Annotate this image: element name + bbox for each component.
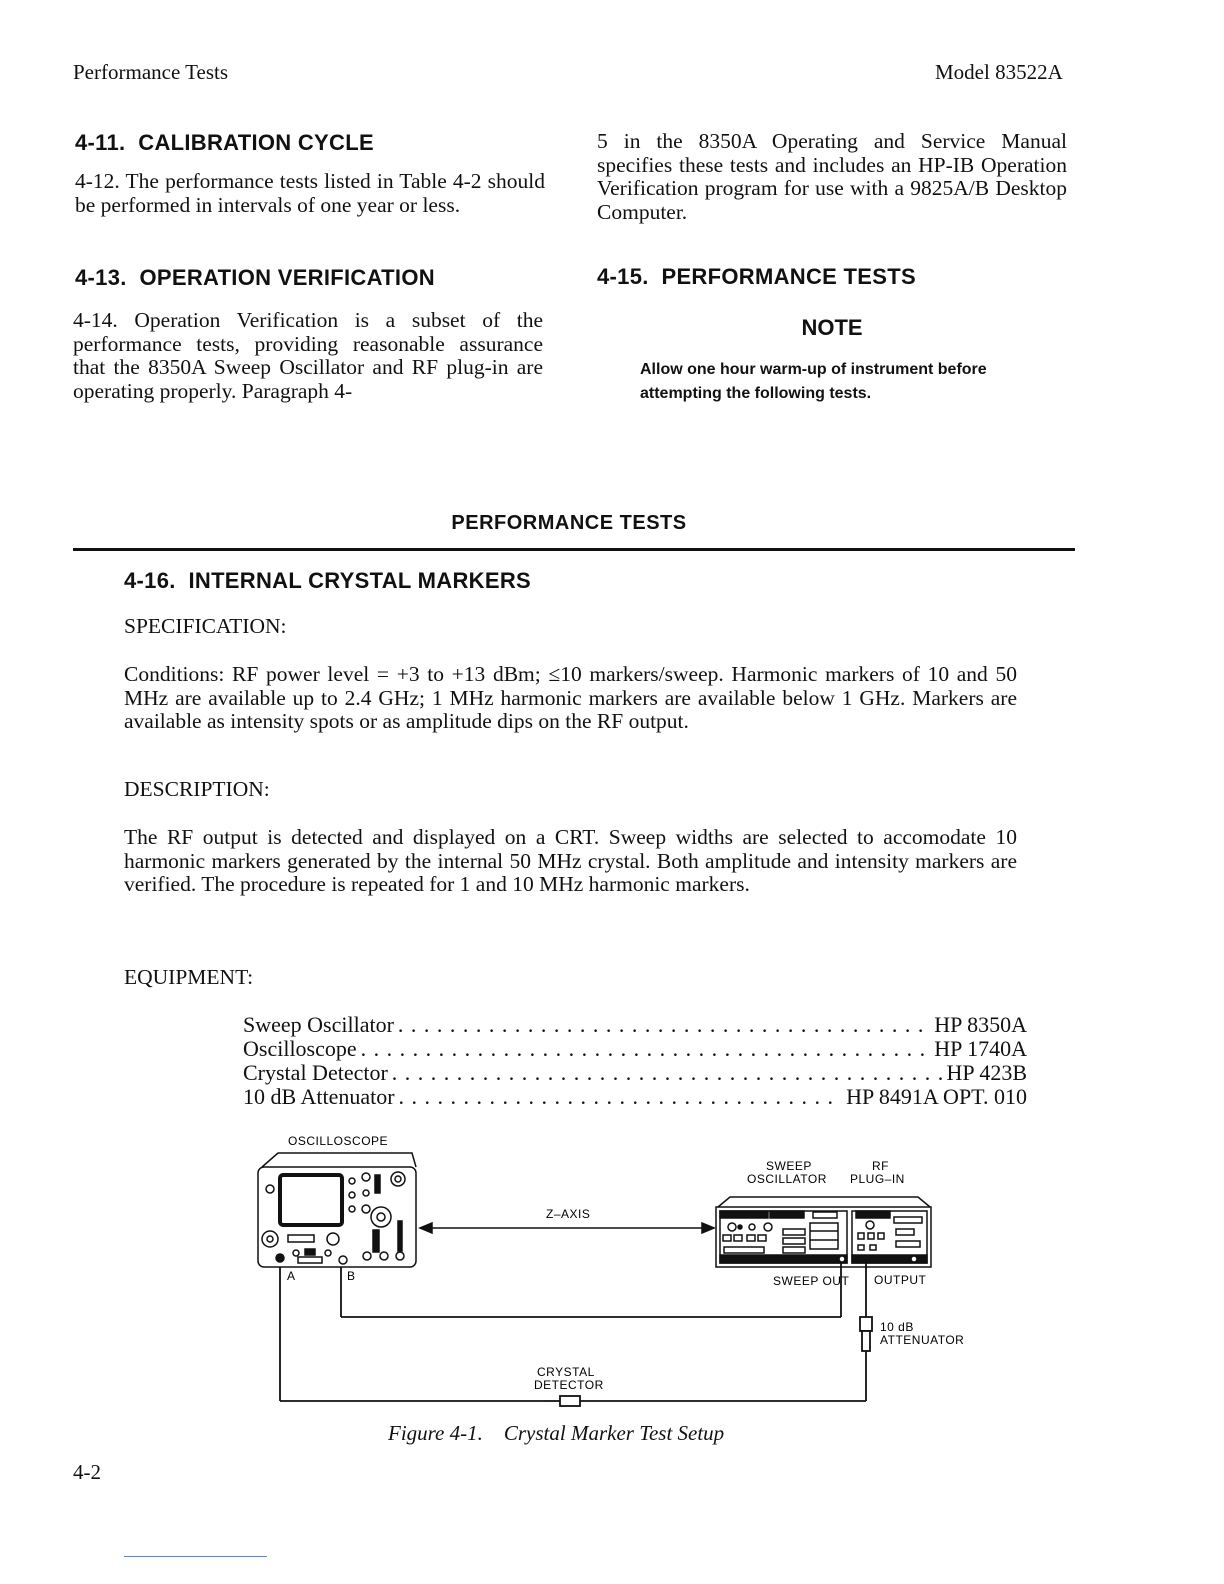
label-sweep: SWEEP <box>766 1159 812 1173</box>
label-detector: DETECTOR <box>534 1378 604 1392</box>
figure-caption <box>388 1421 724 1446</box>
paragraph-continuation: 5 in the 8350A Operating and Service Manual specifies these tests and includes an HP-IB Operation Verification program for use with a 9825A/B Desktop Computer. <box>597 129 1067 224</box>
label-output: OUTPUT <box>874 1273 927 1287</box>
section-title-4-15: 4-15. PERFORMANCE TESTS <box>597 264 916 289</box>
equipment-model: HP 8491A OPT. 010 <box>846 1084 1027 1109</box>
page-number: 4-2 <box>73 1460 101 1484</box>
label-input-a: A <box>287 1269 296 1283</box>
equipment-row <box>243 1084 1027 1108</box>
label-crystal: CRYSTAL <box>537 1365 595 1379</box>
running-header-right: Model 83522A <box>935 60 1063 84</box>
description-text: The RF output is detected and displayed on a CRT. Sweep widths are selected to accomodate 10 harmonic markers generated by the internal 50 MHz crystal. Both amplitude and intensity markers are verified. The procedure is repeated for 1 and 10 MHz harmonic markers. <box>124 825 1017 896</box>
test-title: 4-16. INTERNAL CRYSTAL MARKERS <box>124 568 531 593</box>
label-attenuator: ATTENUATOR <box>880 1333 965 1347</box>
footer-rule <box>124 1556 267 1557</box>
banner-rule <box>73 548 1075 551</box>
section-title-4-13: 4-13. OPERATION VERIFICATION <box>75 265 435 290</box>
note-title: NOTE <box>801 315 863 340</box>
label-z-axis: Z–AXIS <box>546 1207 591 1221</box>
oscilloscope-instrument <box>258 1153 416 1267</box>
label-sweep-out: SWEEP OUT <box>773 1274 850 1288</box>
z-axis-cable <box>420 1223 714 1233</box>
label-rf: RF <box>872 1159 889 1173</box>
paragraph-4-12: 4-12. The performance tests listed in Table 4-2 should be performed in intervals of one year or less. <box>75 169 545 217</box>
description-label: DESCRIPTION: <box>124 777 270 801</box>
equipment-row <box>243 1060 1027 1084</box>
equipment-model: HP 8350A <box>934 1012 1027 1037</box>
note-body: Allow one hour warm-up of instrument before attempting the following tests. <box>640 361 987 402</box>
sweep-out-cable <box>341 1263 841 1317</box>
label-10db: 10 dB <box>880 1320 914 1334</box>
banner-title: PERFORMANCE TESTS <box>451 512 687 534</box>
equipment-row <box>243 1012 1027 1036</box>
paragraph-4-14: 4-14. Operation Verification is a subset of the performance tests, providing reasonable assurance that the 8350A Sweep Oscillator and RF plug-in are operating properly. Paragraph 4- <box>73 308 543 403</box>
label-plug-in: PLUG–IN <box>850 1172 905 1186</box>
sweep-oscillator-instrument <box>716 1197 931 1267</box>
equipment-name: Crystal Detector <box>243 1060 388 1085</box>
label-oscilloscope: OSCILLOSCOPE <box>288 1134 389 1148</box>
figure-caption-number: Figure 4-1. <box>388 1421 483 1445</box>
equipment-name: Oscilloscope <box>243 1036 357 1061</box>
figure-crystal-marker-setup <box>240 1125 1000 1415</box>
section-title-4-11: 4-11. CALIBRATION CYCLE <box>75 130 374 155</box>
equipment-model: HP 1740A <box>934 1036 1027 1061</box>
equipment-row <box>243 1036 1027 1060</box>
equipment-name: Sweep Oscillator <box>243 1012 394 1037</box>
label-input-b: B <box>347 1269 356 1283</box>
equipment-model: HP 423B <box>946 1060 1027 1085</box>
figure-caption-title: Crystal Marker Test Setup <box>503 1421 725 1445</box>
running-header-left: Performance Tests <box>73 60 229 84</box>
specification-label: SPECIFICATION: <box>124 614 287 638</box>
equipment-name: 10 dB Attenuator <box>243 1084 395 1109</box>
specification-text: Conditions: RF power level = +3 to +13 dBm; ≤10 markers/sweep. Harmonic markers of 10 and 50 MHz are available up to 2.4 GHz; 1 MHz harmonic markers are available below 1 GHz. Markers are available as intensity spots or as amplitude dips on the RF output. <box>124 662 1017 733</box>
label-oscillator: OSCILLATOR <box>747 1172 827 1186</box>
equipment-label: EQUIPMENT: <box>124 965 254 989</box>
